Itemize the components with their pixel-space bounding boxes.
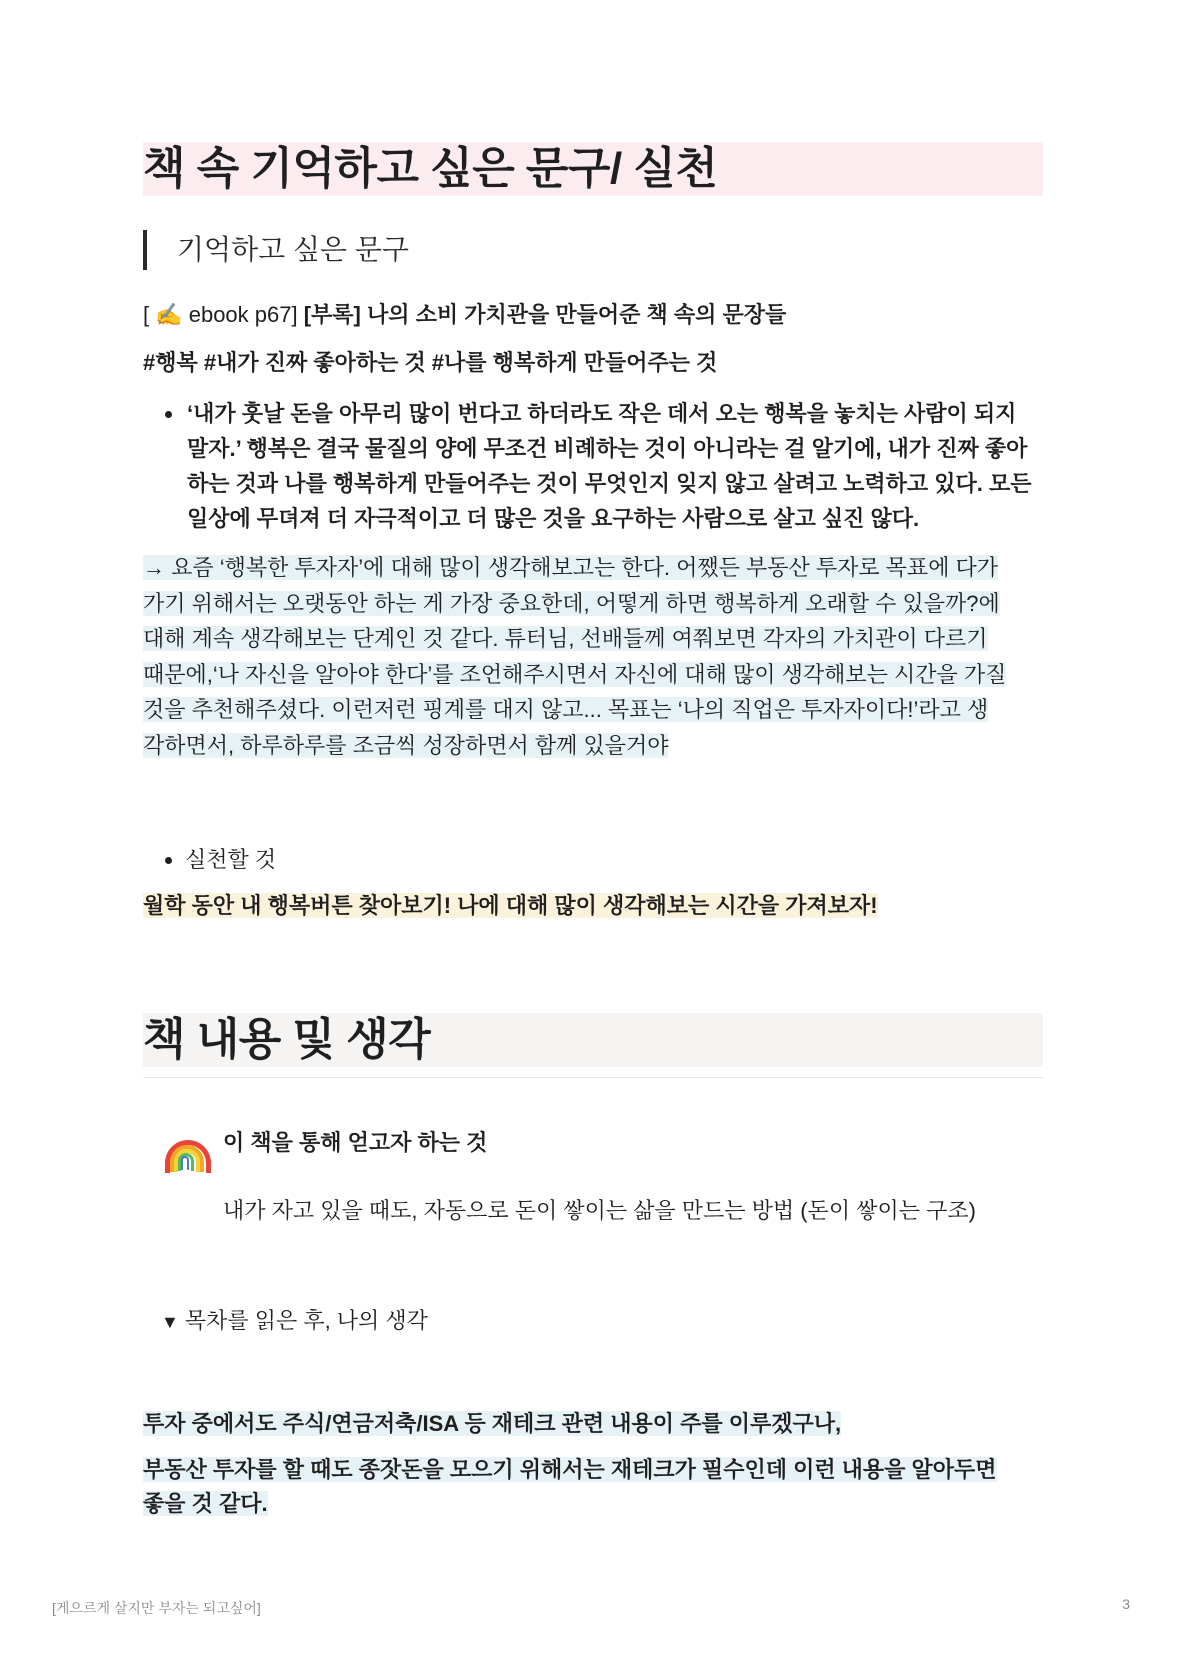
toggle-triangle-icon[interactable]: ▼: [161, 1312, 179, 1332]
note-line: 각하면서, 하루하루를 조금씩 성장하면서 함께 있을거야: [143, 732, 669, 758]
divider: [143, 1077, 1043, 1078]
note-line: 대해 계속 생각해보는 단계인 것 같다. 튜터님, 선배들께 여쭤보면 각자의 가치관이 다르기: [143, 626, 988, 651]
quote-block-heading: 기억하고 싶은 문구: [143, 230, 1043, 270]
section-heading-content: 책 내용 및 생각: [143, 1013, 1043, 1067]
list-item-practice: • 실천할 것: [185, 843, 1043, 877]
thought-highlight: 좋을 것 같다.: [143, 1491, 268, 1516]
quote-list: [143, 396, 1043, 536]
thought-highlight: 투자 중에서도 주식/연금저축/ISA 등 재테크 관련 내용이 주를 이루겠구나,: [143, 1411, 842, 1436]
note-line: 때문에,‘나 자신을 알아야 한다’를 조언해주시면서 자신에 대해 많이 생각해보는 시간을 가질: [143, 661, 1007, 687]
source-title: [부록] 나의 소비 가치관을 만들어준 책 속의 문장들: [303, 302, 787, 327]
thought-line-1: [143, 1407, 1043, 1441]
thought-line-2: [143, 1453, 1043, 1521]
note-line: 가기 위해서는 오랫동안 하는 게 가장 중요한데, 어떻게 하면 행복하게 오래할 수 있을까?에: [143, 590, 1000, 616]
practice-text: [143, 889, 1043, 923]
callout-title: 이 책을 통해 얻고자 하는 것: [223, 1130, 488, 1155]
toggle-label: 목차를 읽은 후, 나의 생각: [184, 1308, 428, 1333]
source-line: [143, 298, 1043, 332]
rainbow-icon: [165, 1140, 211, 1170]
source-prefix: [ ✍️ ebook p67]: [143, 302, 304, 327]
footer-doc-title: [게으르게 살지만 부자는 되고싶어]: [52, 1600, 261, 1616]
reflection-note: [143, 550, 1043, 763]
callout-body: 내가 자고 있을 때도, 자동으로 돈이 쌓이는 삶을 만드는 방법 (돈이 쌓이는 구조): [223, 1198, 976, 1223]
page-content: [143, 142, 1043, 1521]
note-line: 것을 추천해주셨다. 이런저런 핑계를 대지 않고... 목표는 ‘나의 직업은 투자자이다!’라고 생: [143, 697, 989, 722]
toggle-toc-thoughts[interactable]: [161, 1304, 1043, 1339]
callout-block: [165, 1126, 1043, 1296]
footer-page-number: 3: [1122, 1596, 1130, 1612]
note-line: → 요즘 ‘행복한 투자자’에 대해 많이 생각해보고는 한다. 어쨌든 부동산 투자로 목표에 다가: [143, 555, 999, 580]
tag-line: #행복 #내가 진짜 좋아하는 것 #나를 행복하게 만들어주는 것: [143, 350, 718, 375]
list-item-quote: • ‘내가 훗날 돈을 아무리 많이 번다고 하더라도 작은 데서 오는 행복을 놓치는 사람이 되지 말자.’ 행복은 결국 물질의 양에 무조건 비례하는 것이 아니라는 걸 알기에, 내가 진짜 좋아하는 것과 나를 행복하게 만들어주는 것이 무엇인지 잊지 않고 살려고 노력하고 있다. 모든 일상에 무뎌져 더 자극적이고 더 많은 것을 요구하는 사람으로 살고 싶진 않다.: [185, 396, 1043, 536]
section-heading-quotes: 책 속 기억하고 싶은 문구/ 실천: [143, 142, 1043, 196]
practice-highlight: 월학 동안 내 행복버튼 찾아보기! 나에 대해 많이 생각해보는 시간을 가져보자!: [143, 893, 878, 918]
practice-list: [143, 843, 1043, 877]
thought-highlight: 부동산 투자를 할 때도 종잣돈을 모으기 위해서는 재테크가 필수인데 이런 내용을 알아두면: [143, 1457, 997, 1482]
section-book-content: [143, 1013, 1043, 1521]
